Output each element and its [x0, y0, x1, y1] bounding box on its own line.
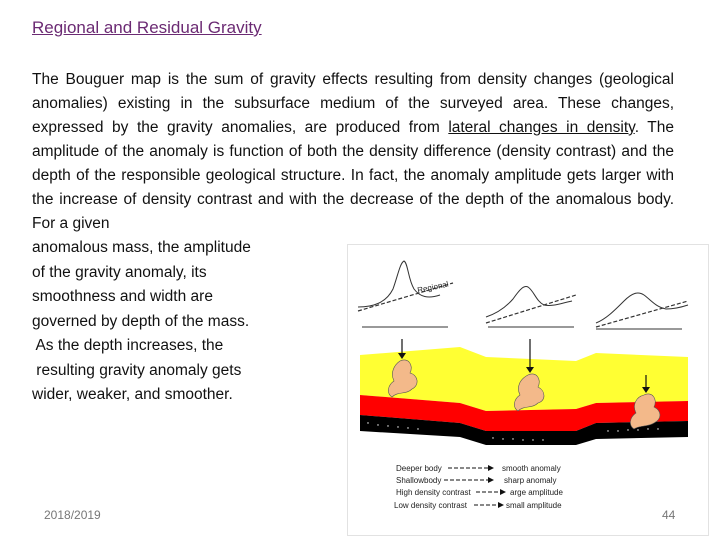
- legend-left-2: Shallowbody: [396, 476, 442, 485]
- legend-right-1: smooth anomaly: [502, 464, 561, 473]
- regional-label: Regional: [416, 279, 450, 295]
- legend-left-4: Low density contrast: [394, 501, 467, 510]
- left-line: wider, weaker, and smoother.: [32, 386, 233, 403]
- legend-left-3: High density contrast: [396, 488, 471, 497]
- arrow-right-icon: [498, 502, 504, 508]
- slide-title: Regional and Residual Gravity: [32, 18, 262, 37]
- left-column-text: [32, 236, 332, 408]
- anomaly-curve-sharp: [358, 261, 453, 327]
- left-line: of the gravity anomaly, its: [32, 263, 207, 281]
- main-paragraph: [32, 68, 674, 236]
- legend-right-4: small amplitude: [506, 501, 562, 510]
- anomaly-curve-smooth: [596, 293, 688, 329]
- paragraph-part-2: . The amplitude of the anomaly is function of both the density difference (density contrast) and the depth of the responsible geological structure. In fact, the anomaly amplitude gets larger with the increase of density contrast and with the decrease of the depth of the anomalous body. For a given: [32, 119, 675, 232]
- left-line: resulting gravity anomaly gets: [32, 361, 242, 379]
- arrow-right-icon: [500, 489, 506, 495]
- left-line: governed by depth of the mass.: [32, 312, 250, 330]
- left-line: As the depth increases, the: [32, 337, 224, 354]
- page-number: 44: [662, 508, 676, 522]
- footer-date: 2018/2019: [44, 508, 101, 522]
- gravity-figure: [347, 244, 709, 536]
- legend-left-1: Deeper body: [396, 464, 442, 473]
- arrow-right-icon: [488, 477, 494, 483]
- gravity-figure-svg: [348, 245, 708, 535]
- lateral-changes-link-text: lateral changes in density: [448, 119, 635, 136]
- left-line: anomalous mass, the amplitude: [32, 239, 251, 256]
- anomaly-curve-medium: [486, 287, 576, 328]
- arrow-right-icon: [488, 465, 494, 471]
- legend-right-2: sharp anomaly: [504, 476, 557, 485]
- left-line: smoothness and width are: [32, 288, 213, 305]
- paragraph-part-1: The Bouguer map is the sum of gravity effects resulting from density changes (geological anomalies) existing in the subsurface medium of the surveyed area. These changes, expressed by the gravity anomalies, are produced from: [32, 71, 674, 136]
- figure-legend: [394, 464, 563, 510]
- legend-right-3: arge amplitude: [510, 488, 563, 497]
